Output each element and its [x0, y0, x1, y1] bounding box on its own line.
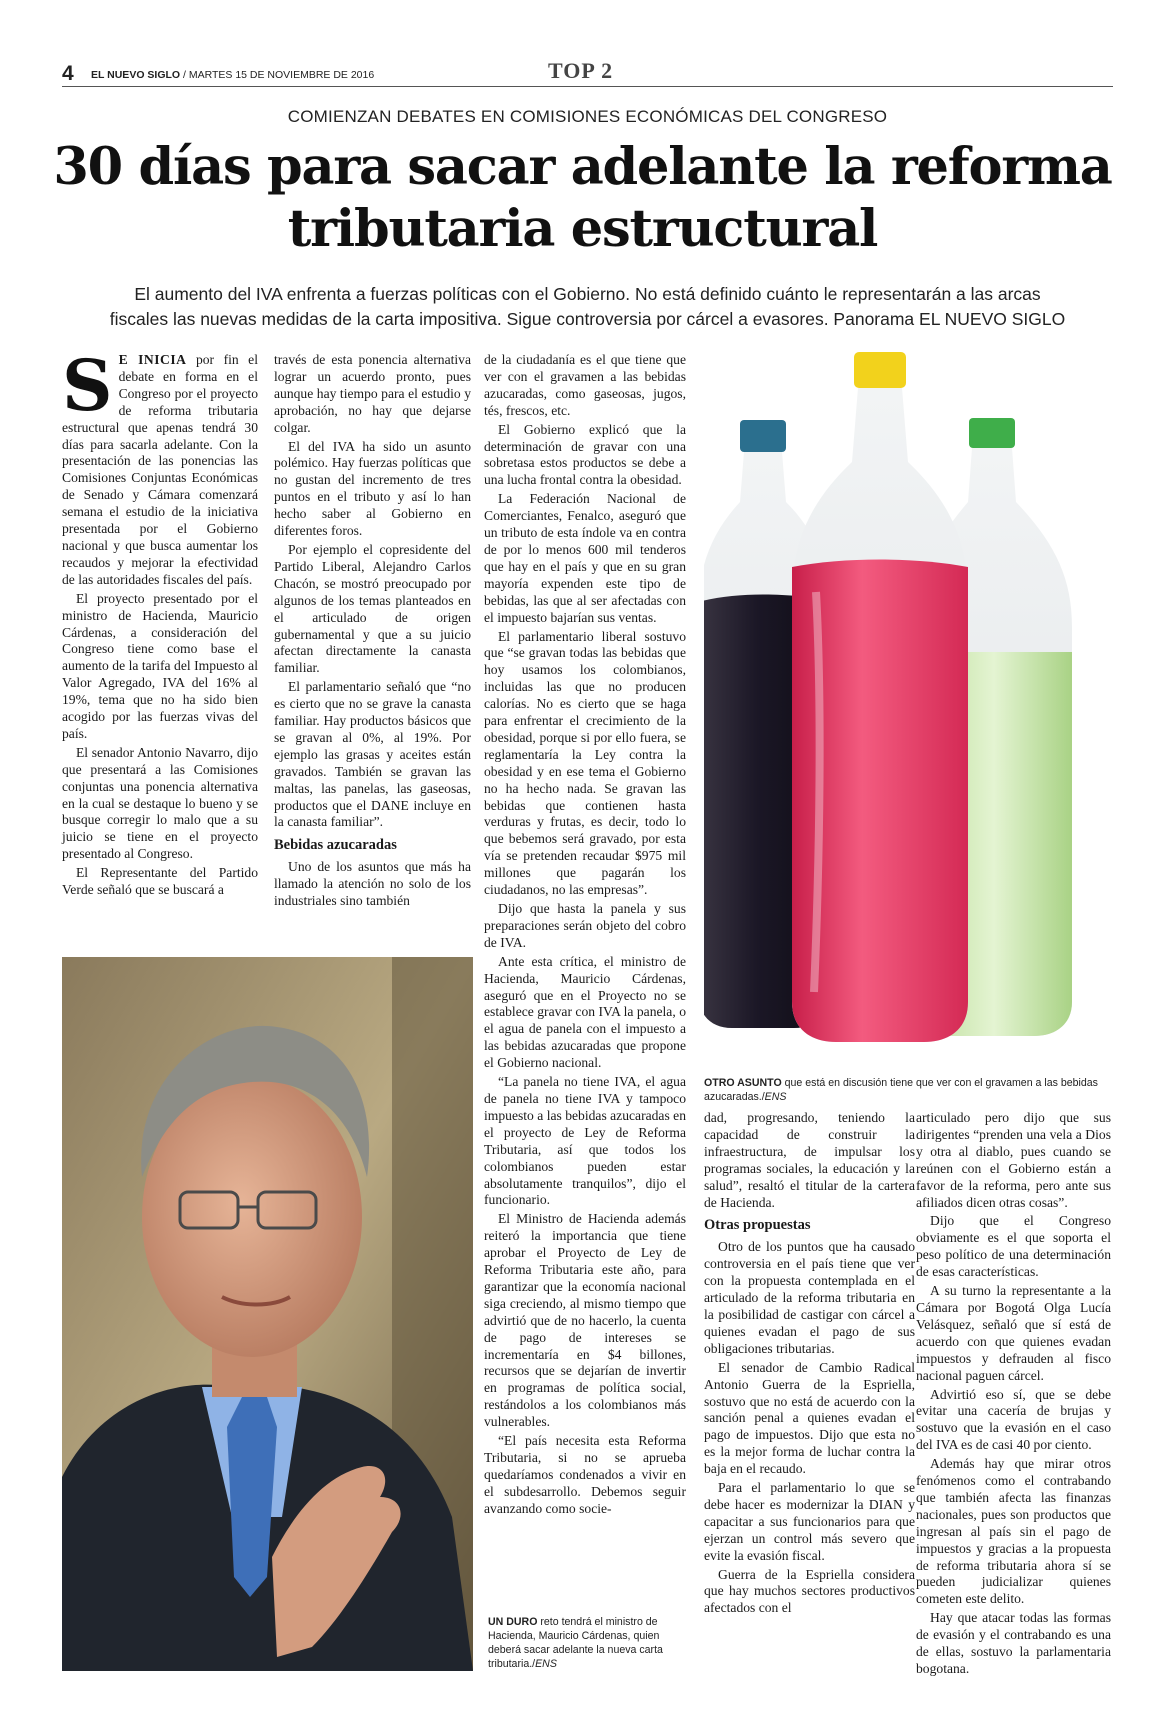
publication-date: / MARTES 15 DE NOVIEMBRE DE 2016	[183, 69, 375, 81]
paragraph: El senador de Cambio Radical Antonio Guerra de la Espriella, sostuvo que no está de acuerdo con la sanción penal a quienes evadan el pago de impuestos. Dijo que esta no es la mejor forma de luchar contra la baja en el recaudo.	[704, 1359, 915, 1477]
subhead-bebidas: Bebidas azucaradas	[274, 837, 397, 854]
paragraph: “La panela no tiene IVA, el agua de panela no tiene IVA y tampoco impuesto a las bebidas azucaradas en el proyecto de Ley de Reforma Tributaria, así que todos los colombianos pueden estar absolutamente tranquilos”, dijo el funcionario.	[484, 1074, 686, 1208]
paragraph: El senador Antonio Navarro, dijo que presentará a las Comisiones conjuntas una ponencia alternativa en la cual se destaque lo bueno y se busque corregir lo malo que a su juicio se tiene en el proyecto presentado al Congreso.	[62, 744, 258, 862]
red-bottle	[792, 352, 968, 1042]
paragraph: El parlamentario liberal sostuvo que “se gravan todas las bebidas que hoy usamos los colombianos, incluidas las que no producen calorías. No es cierto que se haga para enfrentar el crecimiento de la obesidad, porque si por ello fuera, se reglamentaría la Ley contra la obesidad y en ese tema el Gobierno no ha hecho nada. Se gravan las bebidas que contienen hasta verduras y frutas, es decir, todo lo que bebemos será gravado, por esta vía se pretenden recaudar $975 mil millones que pagarán los ciudadanos, no las empresas”.	[484, 628, 686, 898]
column-4	[704, 1110, 915, 1619]
column-5	[916, 1110, 1111, 1680]
headline-line-1: 30 días para sacar adelante la reforma	[53, 137, 1112, 197]
caption-text: reto tendrá el ministro de Hacienda, Mauricio Cárdenas, quien deberá sacar adelante la nueva carta tributaria./	[488, 1616, 663, 1670]
page-number: 4	[62, 62, 74, 85]
photo-credit: ENS	[535, 1658, 557, 1670]
paragraph: Dijo que el Congreso obviamente es el que soporta el peso político de una determinación de esas características.	[916, 1213, 1111, 1280]
paragraph: El Gobierno explicó que la determinación de gravar con una sobretasa estos productos se debe a una lucha frontal contra la obesidad.	[484, 421, 686, 488]
minister-caption	[488, 1615, 688, 1671]
paragraph: El del IVA ha sido un asunto polémico. Hay fuerzas políticas que no gustan del incremento de tres puntos en el tributo y así lo han hecho saber al Gobierno en diferentes foros.	[274, 438, 471, 539]
header-rule	[62, 86, 1113, 87]
minister-photo	[62, 957, 473, 1671]
caption-lead: UN DURO	[488, 1616, 538, 1628]
bottles-photo	[704, 352, 1113, 1072]
opening-caps: E INICIA	[118, 352, 187, 367]
lead-line-2: fiscales las nuevas medidas de la carta impositiva. Sigue controversia por cárcel a evasores. Panorama EL NUEVO SIGLO	[109, 309, 1066, 329]
paragraph: El proyecto presentado por el ministro de Hacienda, Mauricio Cárdenas, a consideración del Congreso tiene como base el aumento de la tarifa del Impuesto al Valor Agregado, IVA del 16% al 19%, tema que no ha sido bien acogido por las fuerzas vivas del país.	[62, 590, 258, 741]
paragraph: Advirtió eso sí, que se debe evitar una cacería de brujas y sostuvo que la evasión en el caso del IVA es de casi 40 por ciento.	[916, 1386, 1111, 1453]
kicker: COMIENZAN DEBATES EN COMISIONES ECONÓMICAS DEL CONGRESO	[287, 107, 888, 126]
paragraph: Ante esta crítica, el ministro de Hacienda, Mauricio Cárdenas, aseguró que en el Proyecto no se establece gravar con IVA la panela, o el agua de panela con el impuesto a las bebidas azucaradas que propone el Gobierno nacional.	[484, 953, 686, 1071]
lead-line-1: El aumento del IVA enfrenta a fuerzas políticas con el Gobierno. No está definido cuánto le representarán a las arcas	[134, 284, 1041, 304]
paragraph: articulado pero dijo que sus dirigentes “prenden una vela a Dios y otra al diablo, pues cuando se reúnen con el Gobierno están a favor de la reforma, pero ante sus afiliados dicen otras cosas”.	[916, 1110, 1111, 1210]
publication-name: EL NUEVO SIGLO	[91, 69, 181, 81]
photo-credit: ENS	[764, 1091, 787, 1103]
caption-lead: OTRO ASUNTO	[704, 1077, 782, 1089]
paragraph: Dijo que hasta la panela y sus preparaciones serán objeto del cobro de IVA.	[484, 901, 686, 950]
section-label: TOP 2	[548, 58, 614, 83]
subhead-otras: Otras propuestas	[704, 1217, 811, 1234]
paragraph: A su turno la representante a la Cámara por Bogotá Olga Lucía Velásquez, señaló que sí está de acuerdo con que quienes evadan impuestos y defrauden al fisco nacional paguen cárcel.	[916, 1283, 1111, 1383]
drop-cap: S	[62, 344, 113, 427]
paragraph: Uno de los asuntos que más ha llamado la atención no solo de los industriales sino también	[274, 859, 471, 909]
opening-paragraph	[62, 344, 258, 589]
paragraph: través de esta ponencia alternativa lograr un acuerdo pronto, pues aunque hay tiempo para el estudio y aprobación, no hay que dejarse colgar.	[274, 352, 471, 435]
minister-illustration	[62, 957, 473, 1671]
paragraph: Para el parlamentario lo que se debe hacer es modernizar la DIAN y capacitar a sus funcionarios para que ejerzan un control más severo que evite la evasión fiscal.	[704, 1480, 915, 1563]
paragraph: Otro de los puntos que ha causado controversia en el país tiene que ver con la propuesta contemplada en el articulado de la reforma tributaria en la posibilidad de castigar con cárcel a quienes evadan el pago de sus obligaciones tributarias.	[704, 1239, 915, 1356]
paragraph: El Representante del Partido Verde señaló que se buscará a	[62, 865, 258, 898]
paragraph: “El país necesita esta Reforma Tributaria, si no se aprueba quedaríamos condenados a vivir en el subdesarrollo. Debemos seguir avanzando como socie-	[484, 1433, 686, 1516]
paragraph: por fin el debate en forma en el Congreso por el proyecto de reforma tributaria estructural que apenas tendrá 30 días para sacarla adelante. Con la presentación de las ponencias las Comisiones Conjuntas Económicas de Senado y Cámara comenzará semana el estudio de la iniciativa presentada por el Gobierno nacional y que busca aumentar los recaudos y mejorar la efectividad de las autoridades fiscales del país.	[62, 352, 258, 587]
headline-line-2: tributaria estructural	[287, 199, 878, 259]
paragraph: Hay que atacar todas las formas de evasión y el contrabando es una de ellas, sostuvo la parlamentaria bogotana.	[916, 1610, 1111, 1676]
column-1	[62, 344, 258, 901]
paragraph: El Ministro de Hacienda además reiteró la importancia que tiene aprobar el Proyecto de Ley de Reforma Tributaria este año, para garantizar que la economía nacional siga creciendo, al mismo tiempo que advirtió que de no hacerlo, la cuenta de pago de intereses se incrementaría en $4 billones, recursos que se dejarían de invertir en programas de política social, restándolos a los colombianos más vulnerables.	[484, 1211, 686, 1430]
lead	[62, 282, 1113, 332]
paragraph: El parlamentario señaló que “no es cierto que no se grave la canasta familiar. Hay productos básicos que se gravan al 0%, al 19%. Por ejemplo las grasas y aceites están gravados. También se gravan las maltas, las panelas, las gaseosas, productos que el DANE incluye en la canasta familiar”.	[274, 679, 471, 830]
paragraph: Por ejemplo el copresidente del Partido Liberal, Alejandro Carlos Chacón, se mostró preocupado por algunos de los temas planteados en el articulado de origen gubernamental y que a su juicio afectan directamente la canasta familiar.	[274, 541, 471, 676]
paragraph: La Federación Nacional de Comerciantes, Fenalco, aseguró que un tributo de esta índole va en contra de por lo menos 600 mil tenderos que hay en el país y que en su gran mayoría expenden este tipo de bebidas, las que al ser afectadas con el impuesto bajarían sus ventas.	[484, 491, 686, 625]
paragraph: de la ciudadanía es el que tiene que ver con el gravamen a las bebidas azucaradas, como gaseosas, jugos, tés, frescos, etc.	[484, 352, 686, 418]
publication-line	[91, 69, 374, 81]
headline	[40, 136, 1125, 260]
column-3	[484, 352, 686, 1520]
paragraph: Además hay que mirar otros fenómenos como el contrabando que también afecta las finanzas nacionales, pues son productos que ingresan al país sin el pago de impuestos y gracias a la propuesta de reforma tributaria ahora sí se pueden judicializar quienes cometen este delito.	[916, 1456, 1111, 1607]
paragraph: Guerra de la Espriella considera que hay muchos sectores productivos afectados con el	[704, 1566, 915, 1616]
column-2	[274, 352, 471, 912]
paragraph: dad, progresando, teniendo la capacidad de construir la infraestructura, de impulsar los programas sociales, la educación y la salud”, resaltó el titular de la cartera de Hacienda.	[704, 1110, 915, 1210]
caption-text: que está en discusión tiene que ver con el gravamen a las bebidas azucaradas./	[704, 1077, 1098, 1103]
bottles-caption	[704, 1076, 1113, 1104]
bottles-illustration	[704, 352, 1113, 1072]
